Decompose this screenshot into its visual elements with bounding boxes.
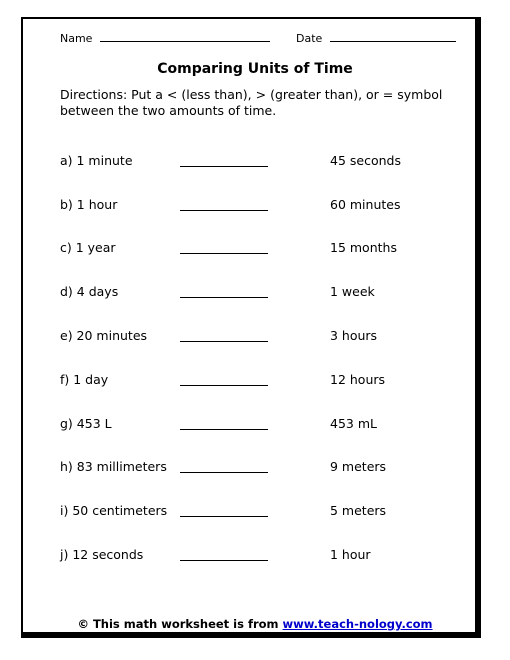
problem-right-amount: 1 hour (330, 547, 371, 562)
problem-left-amount: d) 4 days (60, 284, 119, 299)
date-label: Date (296, 32, 323, 45)
problem-row (0, 416, 510, 432)
footer-link[interactable]: www.teach-nology.com (282, 617, 433, 631)
answer-blank[interactable] (180, 166, 268, 167)
problem-right-amount: 15 months (330, 240, 397, 255)
problem-row (0, 547, 510, 563)
problem-right-amount: 60 minutes (330, 197, 401, 212)
problem-right-amount: 45 seconds (330, 153, 401, 168)
answer-blank[interactable] (180, 210, 268, 211)
problem-row (0, 197, 510, 213)
answer-blank[interactable] (180, 516, 268, 517)
problem-right-amount: 9 meters (330, 459, 387, 474)
answer-blank[interactable] (180, 560, 268, 561)
problem-left-amount: b) 1 hour (60, 197, 118, 212)
problem-right-amount: 453 mL (330, 416, 377, 431)
problem-row (0, 328, 510, 344)
problem-left-amount: h) 83 millimeters (60, 459, 167, 474)
footer-text: © This math worksheet is from (77, 617, 283, 631)
problem-row (0, 459, 510, 475)
date-blank-line (330, 31, 456, 42)
problem-left-amount: c) 1 year (60, 240, 116, 255)
directions-text: Directions: Put a < (less than), > (greater than), or = symbol between the two amounts of time. (60, 87, 443, 118)
problem-right-amount: 1 week (330, 284, 375, 299)
problem-left-amount: i) 50 centimeters (60, 503, 168, 518)
problem-row (0, 284, 510, 300)
name-blank-line (100, 31, 270, 42)
problem-row (0, 503, 510, 519)
answer-blank[interactable] (180, 297, 268, 298)
problem-right-amount: 12 hours (330, 372, 386, 387)
name-label: Name (60, 32, 93, 45)
name-field[interactable] (60, 31, 270, 45)
footer-credit (0, 617, 510, 631)
problem-left-amount: e) 20 minutes (60, 328, 148, 343)
problem-left-amount: a) 1 minute (60, 153, 133, 168)
answer-blank[interactable] (180, 385, 268, 386)
problem-right-amount: 5 meters (330, 503, 387, 518)
problem-right-amount: 3 hours (330, 328, 378, 343)
problem-row (0, 372, 510, 388)
answer-blank[interactable] (180, 341, 268, 342)
problem-row (0, 153, 510, 169)
answer-blank[interactable] (180, 253, 268, 254)
problem-row (0, 240, 510, 256)
problem-left-amount: f) 1 day (60, 372, 109, 387)
page-title: Comparing Units of Time (157, 61, 353, 77)
date-field[interactable] (296, 31, 456, 45)
problem-left-amount: g) 453 L (60, 416, 112, 431)
problem-left-amount: j) 12 seconds (60, 547, 144, 562)
answer-blank[interactable] (180, 429, 268, 430)
answer-blank[interactable] (180, 472, 268, 473)
